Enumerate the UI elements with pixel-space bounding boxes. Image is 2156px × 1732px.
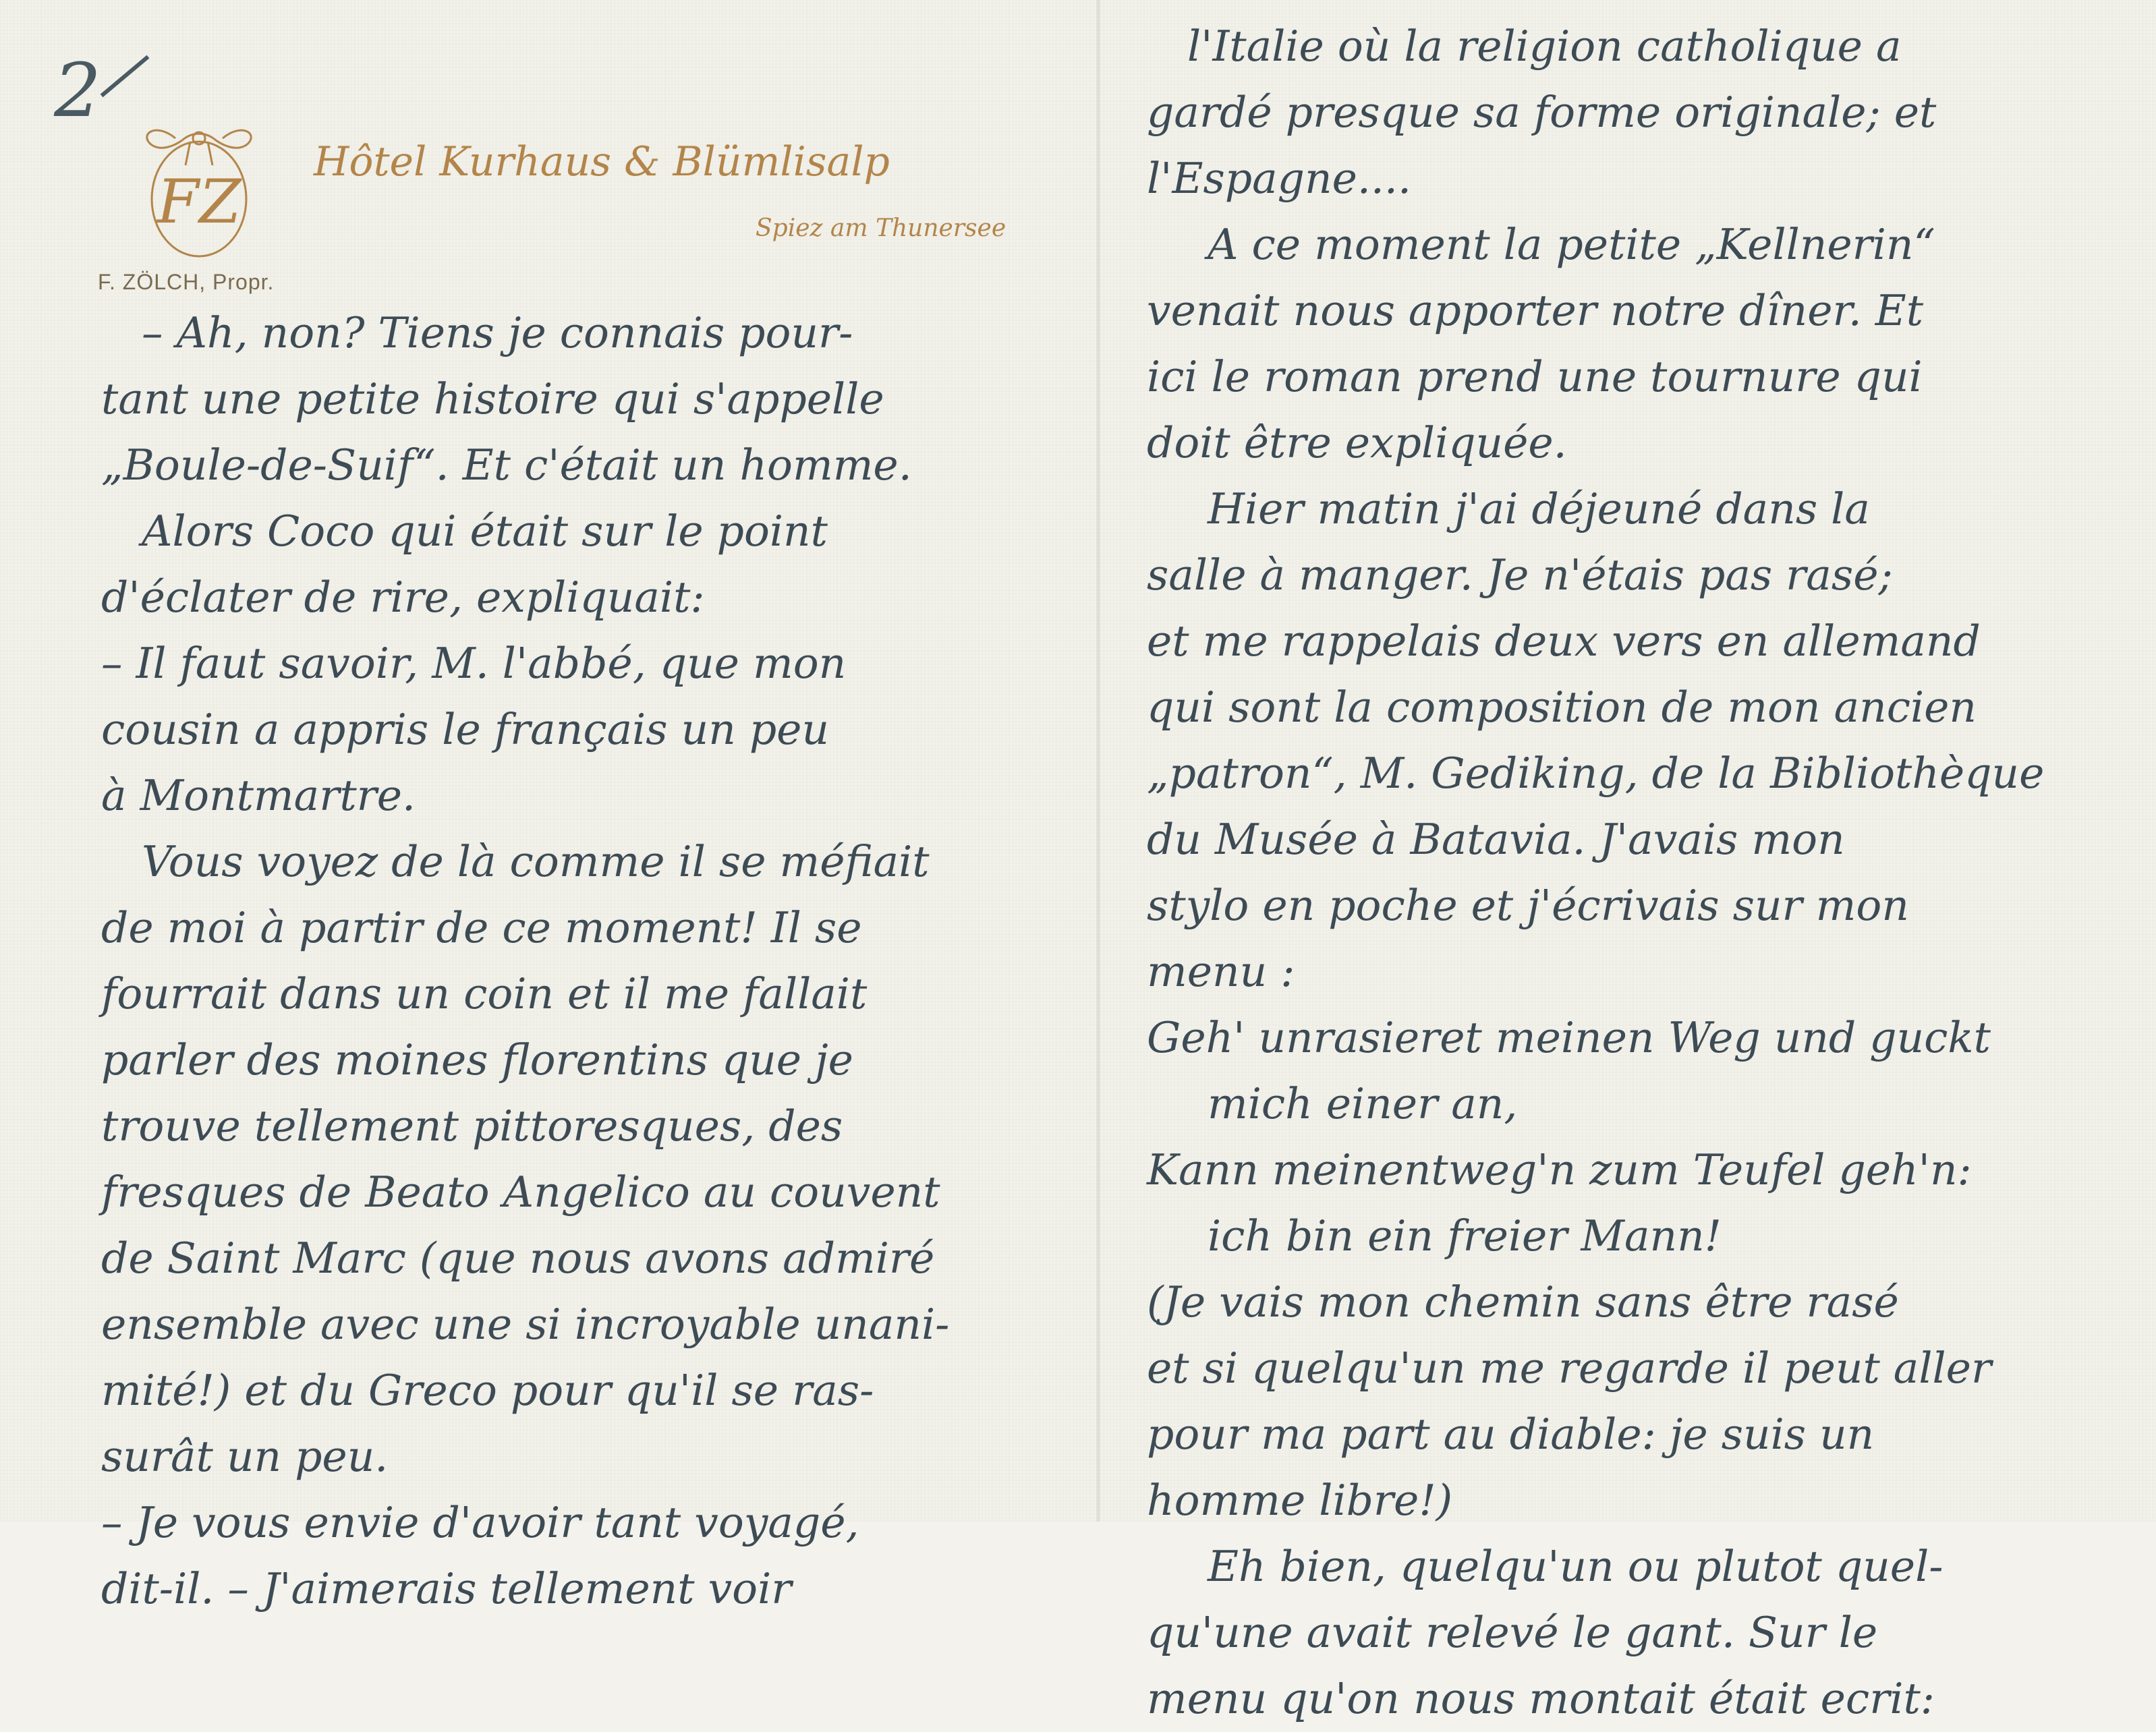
text-line: de Saint Marc (que nous avons admiré xyxy=(101,1234,935,1283)
text-line: – Il faut savoir, M. l'abbé, que mon xyxy=(101,639,847,688)
text-line: A ce moment la petite „Kellnerin“ xyxy=(1208,220,1935,269)
text-line: surât un peu. xyxy=(101,1432,389,1481)
text-line: qu'une avait relevé le gant. Sur le xyxy=(1147,1608,1878,1657)
text-line: mité!) et du Greco pour qu'il se ras- xyxy=(101,1366,874,1415)
text-line: „Boule-de-Suif“. Et c'était un homme. xyxy=(101,440,912,490)
text-line: parler des moines florentins que je xyxy=(101,1035,853,1085)
hotel-location: Spiez am Thunersee xyxy=(756,214,1006,242)
proprietor-name: F. ZÖLCH, Propr. xyxy=(98,270,275,294)
text-line: d'éclater de rire, expliquait: xyxy=(101,573,705,622)
text-line: pour ma part au diable: je suis un xyxy=(1147,1410,1875,1459)
left-page-text xyxy=(101,300,1073,1622)
text-line: salle à manger. Je n'étais pas rasé; xyxy=(1147,550,1893,600)
hotel-name: Hôtel Kurhaus & Blümlisalp xyxy=(314,138,890,185)
right-page-text xyxy=(1147,13,2138,1732)
text-line: du Musée à Batavia. J'avais mon xyxy=(1147,815,1845,864)
text-line: de moi à partir de ce moment! Il se xyxy=(101,903,862,952)
text-line: venait nous apporter notre dîner. Et xyxy=(1147,286,1924,335)
text-line: trouve tellement pittoresques, des xyxy=(101,1101,843,1151)
text-line: Eh bien, quelqu'un ou plutot quel- xyxy=(1208,1542,1944,1591)
text-line: „patron“, M. Gediking, de la Bibliothèque xyxy=(1147,749,2045,798)
monogram-text: FZ xyxy=(157,167,242,237)
text-line: stylo en poche et j'écrivais sur mon xyxy=(1147,881,1909,930)
text-line: menu : xyxy=(1147,947,1295,996)
text-line: et me rappelais deux vers en allemand xyxy=(1147,616,1981,666)
page-fold xyxy=(1096,0,1100,1522)
text-line: gardé presque sa forme originale; et xyxy=(1147,88,1937,137)
text-line: et si quelqu'un me regarde il peut aller xyxy=(1147,1344,1992,1393)
text-line: mich einer an, xyxy=(1208,1079,1518,1128)
text-line: ich bin ein freier Mann! xyxy=(1208,1211,1722,1261)
text-line: l'Italie où la religion catholique a xyxy=(1187,22,1902,71)
text-line: ensemble avec une si incroyable unani- xyxy=(101,1300,950,1349)
text-line: Geh' unrasieret meinen Weg und guckt xyxy=(1147,1013,1991,1062)
text-line: tant une petite histoire qui s'appelle xyxy=(101,374,884,424)
text-line: fresques de Beato Angelico au couvent xyxy=(101,1167,940,1217)
text-line: Vous voyez de là comme il se méfiait xyxy=(142,837,930,886)
text-line: à Montmartre. xyxy=(101,771,416,820)
text-line: fourrait dans un coin et il me fallait xyxy=(101,969,868,1018)
text-line: – Je vous envie d'avoir tant voyagé, xyxy=(101,1498,859,1547)
text-line: l'Espagne.... xyxy=(1147,154,1411,203)
page-number-slash xyxy=(101,55,150,97)
text-line: homme libre!) xyxy=(1147,1476,1453,1525)
text-line: Hier matin j'ai déjeuné dans la xyxy=(1208,484,1870,533)
text-line: (Je vais mon chemin sans être rasé xyxy=(1147,1277,1899,1327)
text-line: dit-il. – J'aimerais tellement voir xyxy=(101,1564,792,1613)
page-number: 2 xyxy=(54,47,101,134)
text-line: Alors Coco qui était sur le point xyxy=(142,507,828,556)
text-line: menu qu'on nous montait était ecrit: xyxy=(1147,1674,1935,1723)
text-line: – Ah, non? Tiens je connais pour- xyxy=(142,308,853,357)
text-line: cousin a appris le français un peu xyxy=(101,705,830,754)
text-line: Kann meinentweg'n zum Teufel geh'n: xyxy=(1147,1145,1972,1194)
text-line: doit être expliquée. xyxy=(1147,418,1567,467)
hotel-monogram-logo xyxy=(128,108,270,263)
text-line: ici le roman prend une tournure qui xyxy=(1147,352,1923,401)
text-line: qui sont la composition de mon ancien xyxy=(1147,683,1977,732)
